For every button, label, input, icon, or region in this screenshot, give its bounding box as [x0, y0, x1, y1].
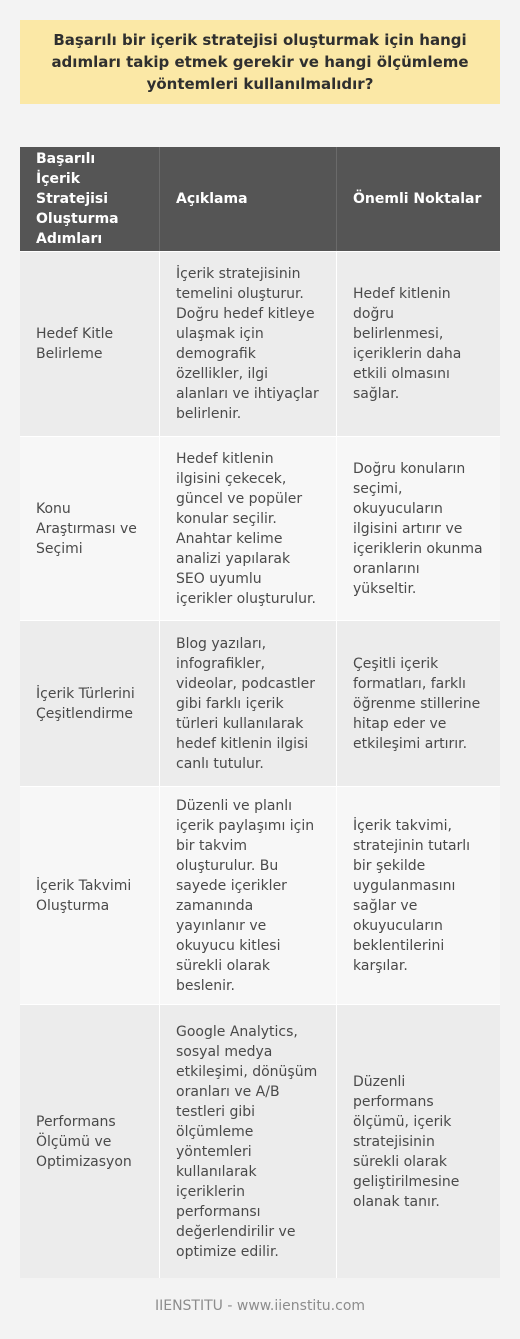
key-point-cell: Hedef kitlenin doğru belirlenmesi, içeriklerin daha etkili olmasını sağlar. [336, 251, 500, 436]
header-steps: Başarılı İçerik Stratejisi Oluşturma Adımları [20, 147, 159, 251]
description-cell: Hedef kitlenin ilgisini çekecek, güncel ve popüler konular seçilir. Anahtar kelime analizi yapılarak SEO uyumlu içerikler oluşturulur. [159, 436, 336, 620]
description-cell: Düzenli ve planlı içerik paylaşımı için bir takvim oluşturulur. Bu sayede içerikler zamanında yayınlanır ve okuyucu kitlesi sürekli olarak beslenir. [159, 786, 336, 1004]
table-row [20, 1004, 500, 1278]
description-cell: Blog yazıları, infografikler, videolar, podcastler gibi farklı içerik türleri kullanılarak hedef kitlenin ilgisi canlı tutulur. [159, 620, 336, 786]
step-cell: Performans Ölçümü ve Optimizasyon [20, 1004, 159, 1278]
key-point-cell: İçerik takvimi, stratejinin tutarlı bir şekilde uygulanmasını sağlar ve okuyucuların beklentilerini karşılar. [336, 786, 500, 1004]
key-point-cell: Çeşitli içerik formatları, farklı öğrenme stillerine hitap eder ve etkileşimi artırır. [336, 620, 500, 786]
title-banner [20, 20, 500, 104]
step-cell: Hedef Kitle Belirleme [20, 251, 159, 436]
table-row [20, 786, 500, 1004]
step-cell: Konu Araştırması ve Seçimi [20, 436, 159, 620]
table-row [20, 251, 500, 436]
footer-credit: IIENSTITU - www.iienstitu.com [154, 1298, 366, 1314]
table-row [20, 436, 500, 620]
header-description: Açıklama [159, 147, 336, 251]
header-key-points: Önemli Noktalar [336, 147, 500, 251]
content-strategy-table [20, 147, 500, 1278]
step-cell: İçerik Takvimi Oluşturma [20, 786, 159, 1004]
table-header-row [20, 147, 500, 251]
description-cell: Google Analytics, sosyal medya etkileşimi, dönüşüm oranları ve A/B testleri gibi ölçümleme yöntemleri kullanılarak içeriklerin performansı değerlendirilir ve optimize edilir. [159, 1004, 336, 1278]
key-point-cell: Doğru konuların seçimi, okuyucuların ilgisini artırır ve içeriklerin okunma oranlarını yükseltir. [336, 436, 500, 620]
table-row [20, 620, 500, 786]
key-point-cell: Düzenli performans ölçümü, içerik stratejisinin sürekli olarak geliştirilmesine olanak tanır. [336, 1004, 500, 1278]
page-title: Başarılı bir içerik stratejisi oluşturmak için hangi adımları takip etmek gerekir ve hangi ölçümleme yöntemleri kullanılmalıdır? [51, 31, 469, 93]
description-cell: İçerik stratejisinin temelini oluşturur. Doğru hedef kitleye ulaşmak için demografik özellikler, ilgi alanları ve ihtiyaçlar belirlenir. [159, 251, 336, 436]
step-cell: İçerik Türlerini Çeşitlendirme [20, 620, 159, 786]
